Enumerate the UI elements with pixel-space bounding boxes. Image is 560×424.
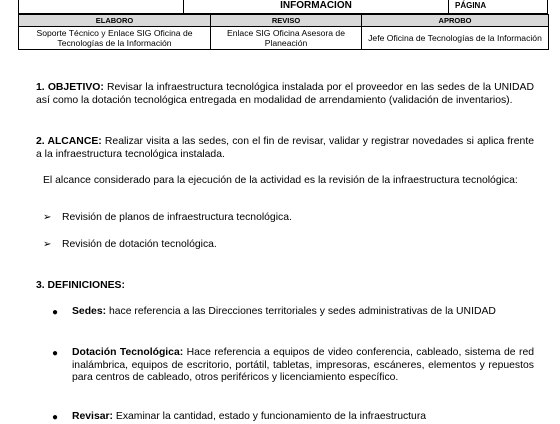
alcance-item: Revisión de planos de infraestructura tecnológica. xyxy=(62,212,292,223)
reviso-value: Enlace SIG Oficina Asesora de Planeación xyxy=(211,27,362,50)
objetivo-label: 1. OBJETIVO: xyxy=(36,82,104,93)
definicion-item xyxy=(72,306,534,319)
alcance-item: Revisión de dotación tecnológica. xyxy=(62,239,217,250)
header-logo-cell xyxy=(19,0,184,13)
objetivo-text: Revisar la infraestructura tecnológica instalada por el proveedor en las sedes de la UNIDAD así como la dotación tecnológica entregada en modalidad de arrendamiento (validación de inventarios). xyxy=(36,82,534,106)
reviso-header: REVISO xyxy=(211,15,362,27)
objetivo-section xyxy=(36,82,534,107)
alcance-text: Realizar visita a las sedes, con el fin de revisar, validar y registrar novedades si aplica frente a la infraestructura tecnológica instalada. xyxy=(36,136,534,160)
signature-value-row xyxy=(19,27,549,50)
definicion-text: Hace referencia a equipos de video conferencia, cableado, sistema de red inalámbrica, equipos de escritorio, portátil, tabletas, impresoras, escáneres, elementos y repuestos para centros de cableado, otros periféricos y licenciamiento específico. xyxy=(72,347,535,383)
document-title: INFORMACION xyxy=(184,0,449,13)
alcance-section xyxy=(36,136,534,161)
page-label: PÁGINA xyxy=(455,1,487,10)
definiciones-label: 3. DEFINICIONES: xyxy=(36,280,125,291)
signature-header-row xyxy=(19,15,549,27)
elaboro-header: ELABORO xyxy=(19,15,211,27)
definicion-text: hace referencia a las Direcciones territoriales y sedes administrativas de la UNIDAD xyxy=(108,306,496,317)
aprobo-value: Jefe Oficina de Tecnologías de la Información xyxy=(362,27,549,50)
definicion-term: Dotación Tecnológica: xyxy=(72,347,184,358)
definicion-text: Examinar la cantidad, estado y funcionamiento de la infraestructura xyxy=(115,411,427,422)
arrow-bullet-icon: ➢ xyxy=(43,239,52,250)
definicion-term: Revisar: xyxy=(72,411,114,422)
alcance-note: El alcance considerado para la ejecución de la actividad es la revisión de la infraestructura tecnológica: xyxy=(43,175,518,186)
definicion-term: Sedes: xyxy=(72,306,107,317)
signature-table xyxy=(18,14,549,50)
header-row xyxy=(18,0,548,14)
aprobo-header: APROBO xyxy=(362,15,549,27)
elaboro-value: Soporte Técnico y Enlace SIG Oficina de Tecnologías de la Información xyxy=(19,27,211,50)
arrow-bullet-icon: ➢ xyxy=(43,212,52,223)
bullet-icon: ● xyxy=(52,412,59,423)
definicion-item xyxy=(72,347,534,385)
definicion-item xyxy=(72,411,534,424)
bullet-icon: ● xyxy=(52,307,59,318)
bullet-icon: ● xyxy=(52,348,59,359)
alcance-label: 2. ALCANCE: xyxy=(36,136,102,147)
